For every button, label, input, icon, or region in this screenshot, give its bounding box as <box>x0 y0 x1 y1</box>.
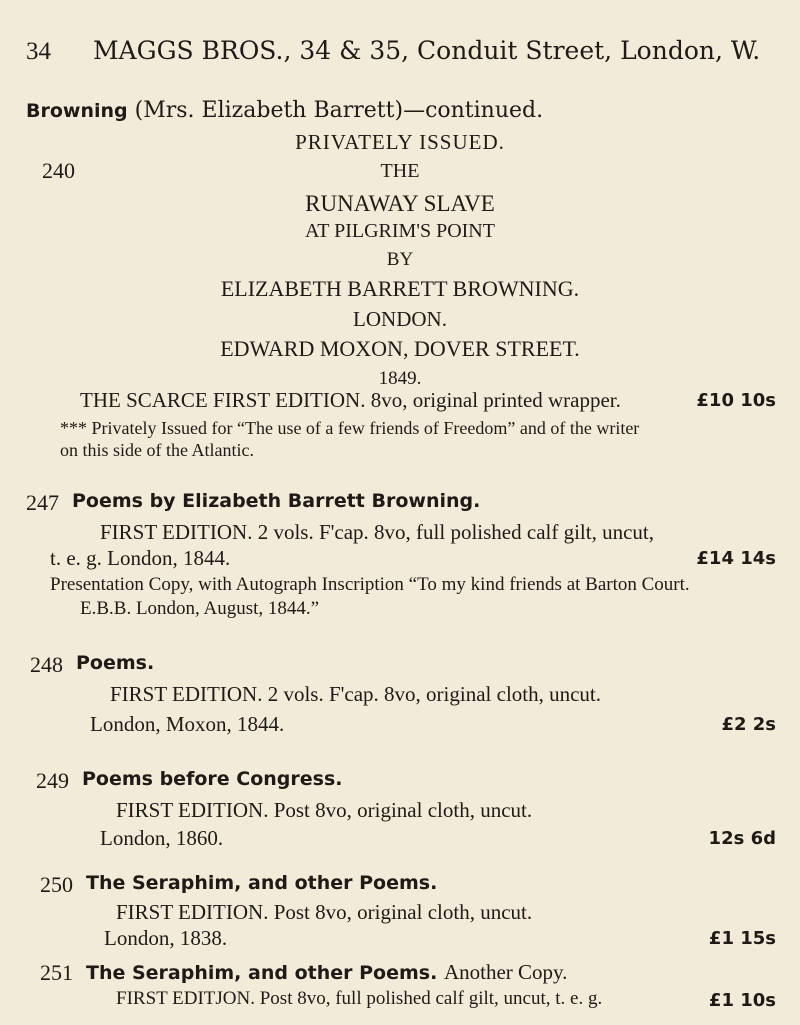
entry-description: FIRST EDITION. 2 vols. F'cap. 8vo, full polished calf gilt, uncut, <box>100 520 655 544</box>
entry-price: £10 10s <box>696 390 776 411</box>
entry-number: 248 <box>30 652 63 677</box>
title-page-line: THE <box>380 160 420 182</box>
entry-note: E.B.B. London, August, 1844.” <box>80 598 320 619</box>
section-qualifier: (Mrs. Elizabeth Barrett)—continued. <box>134 98 544 123</box>
title-page-line: BY <box>386 249 414 270</box>
entry-title: The Seraphim, and other Poems. <box>86 872 438 894</box>
entry-number: 247 <box>26 490 59 515</box>
entry-description: THE SCARCE FIRST EDITION. 8vo, original printed wrapper. <box>80 388 621 412</box>
entry-price: £1 10s <box>708 990 776 1011</box>
entry-description: London, Moxon, 1844. <box>90 712 285 736</box>
entry-title: Poems before Congress. <box>82 768 343 790</box>
title-page-line: AT PILGRIM'S POINT <box>305 220 495 242</box>
title-page-line: ELIZABETH BARRETT BROWNING. <box>220 276 580 301</box>
title-page-line: RUNAWAY SLAVE <box>305 191 495 216</box>
entry-title-text: The Seraphim, and other Poems. <box>86 962 438 984</box>
header-title: MAGGS BROS., 34 & 35, Conduit Street, London, W. <box>92 36 761 65</box>
entry-description: London, 1838. <box>104 926 228 950</box>
section-heading <box>26 98 543 123</box>
section-name: Browning <box>26 100 128 122</box>
entry-title-suffix: Another Copy. <box>443 960 568 984</box>
entry-description: London, 1860. <box>100 826 224 850</box>
entry-note: *** Privately Issued for “The use of a few friends of Freedom” and of the writer <box>60 418 640 438</box>
entry-description: FIRST EDITJON. Post 8vo, full polished calf gilt, uncut, t. e. g. <box>116 988 603 1009</box>
entry-description: FIRST EDITION. Post 8vo, original cloth, uncut. <box>116 900 533 924</box>
page-number: 34 <box>26 38 51 65</box>
entry-number: 249 <box>36 768 69 793</box>
entry-description: FIRST EDITION. Post 8vo, original cloth, uncut. <box>116 798 533 822</box>
entry-price: 12s 6d <box>708 828 776 849</box>
page-header <box>26 36 760 66</box>
entry-number: 250 <box>40 872 73 897</box>
entry-price: £1 15s <box>708 928 776 949</box>
entry-description: FIRST EDITION. 2 vols. F'cap. 8vo, original cloth, uncut. <box>110 682 602 706</box>
privately-issued-label: PRIVATELY ISSUED. <box>295 130 505 154</box>
entry-price: £14 14s <box>696 548 776 569</box>
title-page-line: 1849. <box>378 368 422 389</box>
entry-note: on this side of the Atlantic. <box>60 440 254 460</box>
entry-number: 251 <box>40 960 73 985</box>
title-page-line: EDWARD MOXON, DOVER STREET. <box>220 336 580 361</box>
entry-title <box>86 960 567 985</box>
entry-number: 240 <box>42 158 75 183</box>
entry-note: Presentation Copy, with Autograph Inscription “To my kind friends at Barton Court. <box>50 574 690 595</box>
entry-title: Poems by Elizabeth Barrett Browning. <box>72 490 481 512</box>
entry-price: £2 2s <box>721 714 776 735</box>
entry-title: Poems. <box>76 652 155 674</box>
title-page-line: LONDON. <box>353 307 447 331</box>
entry-description: t. e. g. London, 1844. <box>50 546 231 570</box>
